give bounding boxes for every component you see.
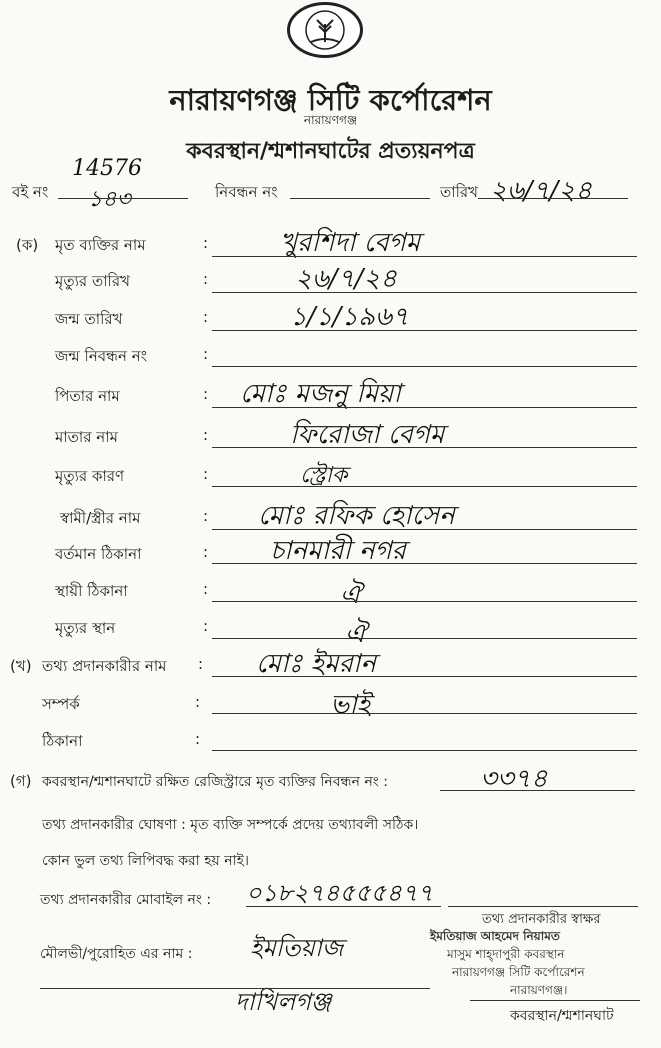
field-line <box>212 407 637 408</box>
date-value: ২৬/৭/২৪ <box>490 176 593 206</box>
field-line <box>212 256 637 257</box>
mobile-label: তথ্য প্রদানকারীর মোবাইল নং : <box>40 892 212 908</box>
register-no-value: ৩৩৭৪ <box>480 764 548 794</box>
document-title: কবরস্থান/শ্মশানঘাটের প্রত্যয়নপত্র <box>186 139 475 164</box>
field-label: স্থায়ী ঠিকানা <box>55 582 128 600</box>
mobile-value: ০১৮২৭৪৫৫৫৪৭৭ <box>246 879 434 907</box>
field-line <box>212 366 637 367</box>
tree-emblem-icon <box>295 8 355 52</box>
father-name-value: মোঃ মজনু মিয়া <box>240 379 401 409</box>
imam-label: মৌলভী/পুরোহিত এর নাম : <box>40 946 193 962</box>
date-label: তারিখ <box>440 183 478 201</box>
section-kha-marker: (খ) <box>10 657 32 675</box>
field-line <box>212 330 637 331</box>
city-corporation-logo <box>287 2 363 58</box>
register-no-label: কবরস্থান/শ্মশানঘাটে রক্ষিত রেজিস্ট্রারে মৃত ব্যক্তির নিবন্ধন নং : <box>42 774 388 790</box>
death-date-value: ২৬/৭/২৪ <box>295 264 398 294</box>
reg-no-label: নিবন্ধন নং <box>215 183 278 201</box>
relation-value: ভাই <box>330 690 371 720</box>
city-subtitle: নারায়ণগঞ্জ <box>303 113 358 127</box>
spouse-name-value: মোঃ রফিক হোসেন <box>258 501 455 531</box>
birth-date-value: ১/১/১৯৬৭ <box>290 302 409 332</box>
book-no-value-2: ১৪৩ <box>88 187 131 212</box>
field-line <box>212 447 637 448</box>
authority-label: কবরস্থান/শ্মশানঘাট <box>510 1008 614 1024</box>
field-line <box>212 750 637 751</box>
org-title: নারায়ণগঞ্জ সিটি কর্পোরেশন <box>169 83 492 117</box>
register-no-line <box>440 790 635 791</box>
mobile-line <box>246 906 441 907</box>
stamp-line-4: নারায়ণগঞ্জ। <box>510 983 568 997</box>
field-label: মাতার নাম <box>55 428 118 446</box>
field-label: তথ্য প্রদানকারীর নাম <box>42 657 167 675</box>
field-line <box>212 638 637 639</box>
imam-value: ইমতিয়াজ <box>250 934 344 962</box>
informant-signature-label: তথ্য প্রদানকারীর স্বাক্ষর <box>482 912 601 927</box>
book-no-value: 14576 <box>72 156 142 181</box>
deceased-name-value: খুরশিদা বেগম <box>280 228 421 258</box>
informant-signature-line <box>448 906 638 907</box>
death-place-value: ঐ <box>345 619 366 649</box>
field-line <box>212 563 637 564</box>
date-line <box>478 198 628 199</box>
field-label: স্বামী/স্ত্রীর নাম <box>60 509 141 527</box>
present-address-value: চানমারী নগর <box>270 536 406 566</box>
declaration-line-1: তথ্য প্রদানকারীর ঘোষণা : মৃত ব্যক্তি সম্পর্কে প্রদেয় তথ্যাবলী সঠিক। <box>42 817 419 833</box>
field-line <box>212 292 637 293</box>
field-label: মৃত্যুর কারণ <box>55 467 125 485</box>
imam-value-2: দাখিলগঞ্জ <box>235 988 332 1016</box>
informant-name-value: মোঃ ইমরান <box>256 649 376 679</box>
field-line <box>212 486 637 487</box>
book-no-line <box>58 198 188 199</box>
field-line <box>212 713 637 714</box>
field-label: জন্ম তারিখ <box>55 310 123 328</box>
field-label: মৃত্যুর স্থান <box>55 619 116 637</box>
declaration-line-2: কোন ভুল তথ্য লিপিবদ্ধ করা হয় নাই। <box>42 853 249 869</box>
book-no-label: বই নং <box>12 183 49 201</box>
stamp-line-3: নারায়ণগঞ্জ সিটি কর্পোরেশন <box>452 965 585 979</box>
stamp-name: ইমতিয়াজ আহমেদ নিয়ামত <box>430 929 560 943</box>
stamp-line-2: মাসুম শাহ্দাপুরী কবরস্থান <box>447 947 565 961</box>
section-ka-marker: (ক) <box>16 236 39 254</box>
field-label: ঠিকানা <box>42 732 83 750</box>
field-label: বর্তমান ঠিকানা <box>55 545 142 563</box>
reg-no-line <box>290 198 430 199</box>
field-label: মৃত্যুর তারিখ <box>55 272 130 290</box>
mother-name-value: ফিরোজা বেগম <box>290 420 445 450</box>
field-label: সম্পর্ক <box>42 695 80 713</box>
imam-line <box>40 988 430 989</box>
field-line <box>212 676 637 677</box>
section-ga-marker: (গ) <box>10 772 32 790</box>
field-label: পিতার নাম <box>55 387 120 405</box>
field-label: মৃত ব্যক্তির নাম <box>55 236 146 254</box>
permanent-address-value: ঐ <box>340 580 361 610</box>
field-label: জন্ম নিবন্ধন নং <box>55 347 148 365</box>
death-cause-value: স্ট্রোক <box>300 463 348 488</box>
authority-signature-line <box>470 1000 640 1001</box>
field-line <box>212 601 637 602</box>
